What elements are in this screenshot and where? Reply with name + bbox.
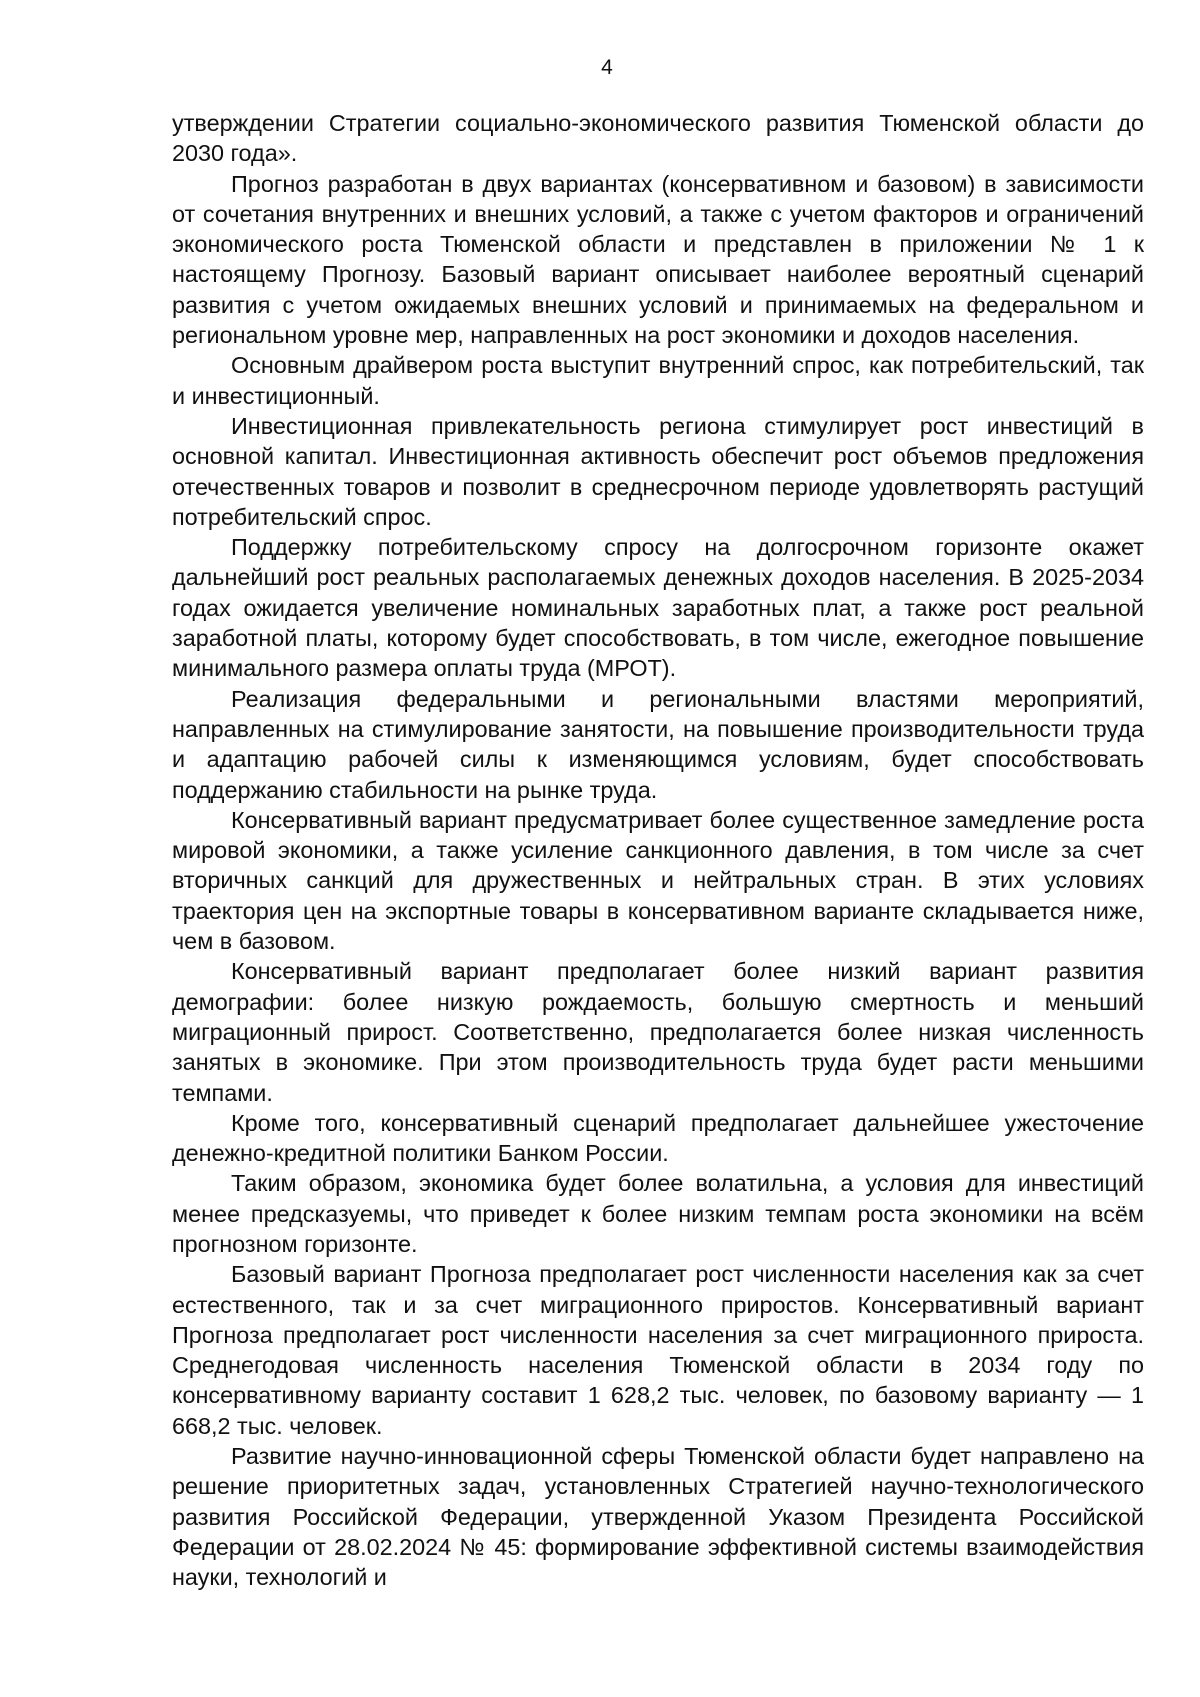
paragraph: Развитие научно-инновационной сферы Тюменской области будет направлено на решение приоритетных задач, установленных Стратегией научно-технологического развития Российской Федерации, утвержденной Указом Президента Российской Федерации от 28.02.2024 № 45: формирование эффективной системы взаимодействия науки, технологий и — [172, 1443, 1144, 1591]
paragraph: Консервативный вариант предусматривает более существенное замедление роста мировой экономики, а также усиление санкционного давления, в том числе за счет вторичных санкций для дружественных и нейтральных стран. В этих условиях траектория цен на экспортные товары в консервативном варианте складывается ниже, чем в базовом. — [172, 806, 1144, 955]
paragraph: Основным драйвером роста выступит внутренний спрос, как потребительский, так и инвестиционный. — [172, 352, 1144, 409]
paragraph: Реализация федеральными и региональными властями мероприятий, направленных на стимулирование занятости, на повышение производительности труда и адаптацию рабочей силы к изменяющимся условиям, будет способствовать поддержанию стабильности на рынке труда. — [172, 685, 1144, 803]
paragraph: Таким образом, экономика будет более волатильна, а условия для инвестиций менее предсказуемы, что приведет к более низким темпам роста экономики на всём прогнозном горизонте. — [172, 1170, 1144, 1257]
paragraph: Поддержку потребительскому спросу на долгосрочном горизонте окажет дальнейший рост реальных располагаемых денежных доходов населения. В 2025-2034 годах ожидается увеличение номинальных заработных плат, а также рост реальной заработной платы, которому будет способствовать, в том числе, ежегодное повышение минимального размера оплаты труда (МРОТ). — [172, 534, 1144, 682]
paragraph: Кроме того, консервативный сценарий предполагает дальнейшее ужесточение денежно-кредитной политики Банком России. — [172, 1109, 1144, 1167]
paragraph: Базовый вариант Прогноза предполагает рост численности населения как за счет естественного, так и за счет миграционного приростов. Консервативный вариант Прогноза предполагает рост численности населения за счет миграционного прироста. Среднегодовая численность населения Тюменской области в 2034 году по консервативному варианту составит 1 628,2 тыс. человек, по базовому варианту — 1 668,2 тыс. человек. — [172, 1261, 1144, 1439]
paragraph: Прогноз разработан в двух вариантах (консервативном и базовом) в зависимости от сочетания внутренних и внешних условий, а также с учетом факторов и ограничений экономического роста Тюменской области и представлен в приложении № 1 к настоящему Прогнозу. Базовый вариант описывает наиболее вероятный сценарий развития с учетом ожидаемых внешних условий и принимаемых на федеральном и региональном уровне мер, направленных на рост экономики и доходов населения. — [172, 170, 1144, 349]
paragraph: утверждении Стратегии социально-экономического развития Тюменской области до 2030 года». — [172, 110, 1144, 167]
document-body — [172, 108, 1144, 1593]
page-number: 4 — [601, 56, 613, 79]
paragraph: Инвестиционная привлекательность региона стимулирует рост инвестиций в основной капитал. Инвестиционная активность обеспечит рост объемов предложения отечественных товаров и позволит в среднесрочном периоде удовлетворять растущий потребительский спрос. — [172, 412, 1144, 530]
paragraph: Консервативный вариант предполагает более низкий вариант развития демографии: более низкую рождаемость, большую смертность и меньший миграционный прирост. Соответственно, предполагается более низкая численность занятых в экономике. При этом производительность труда будет расти меньшими темпами. — [172, 958, 1144, 1106]
